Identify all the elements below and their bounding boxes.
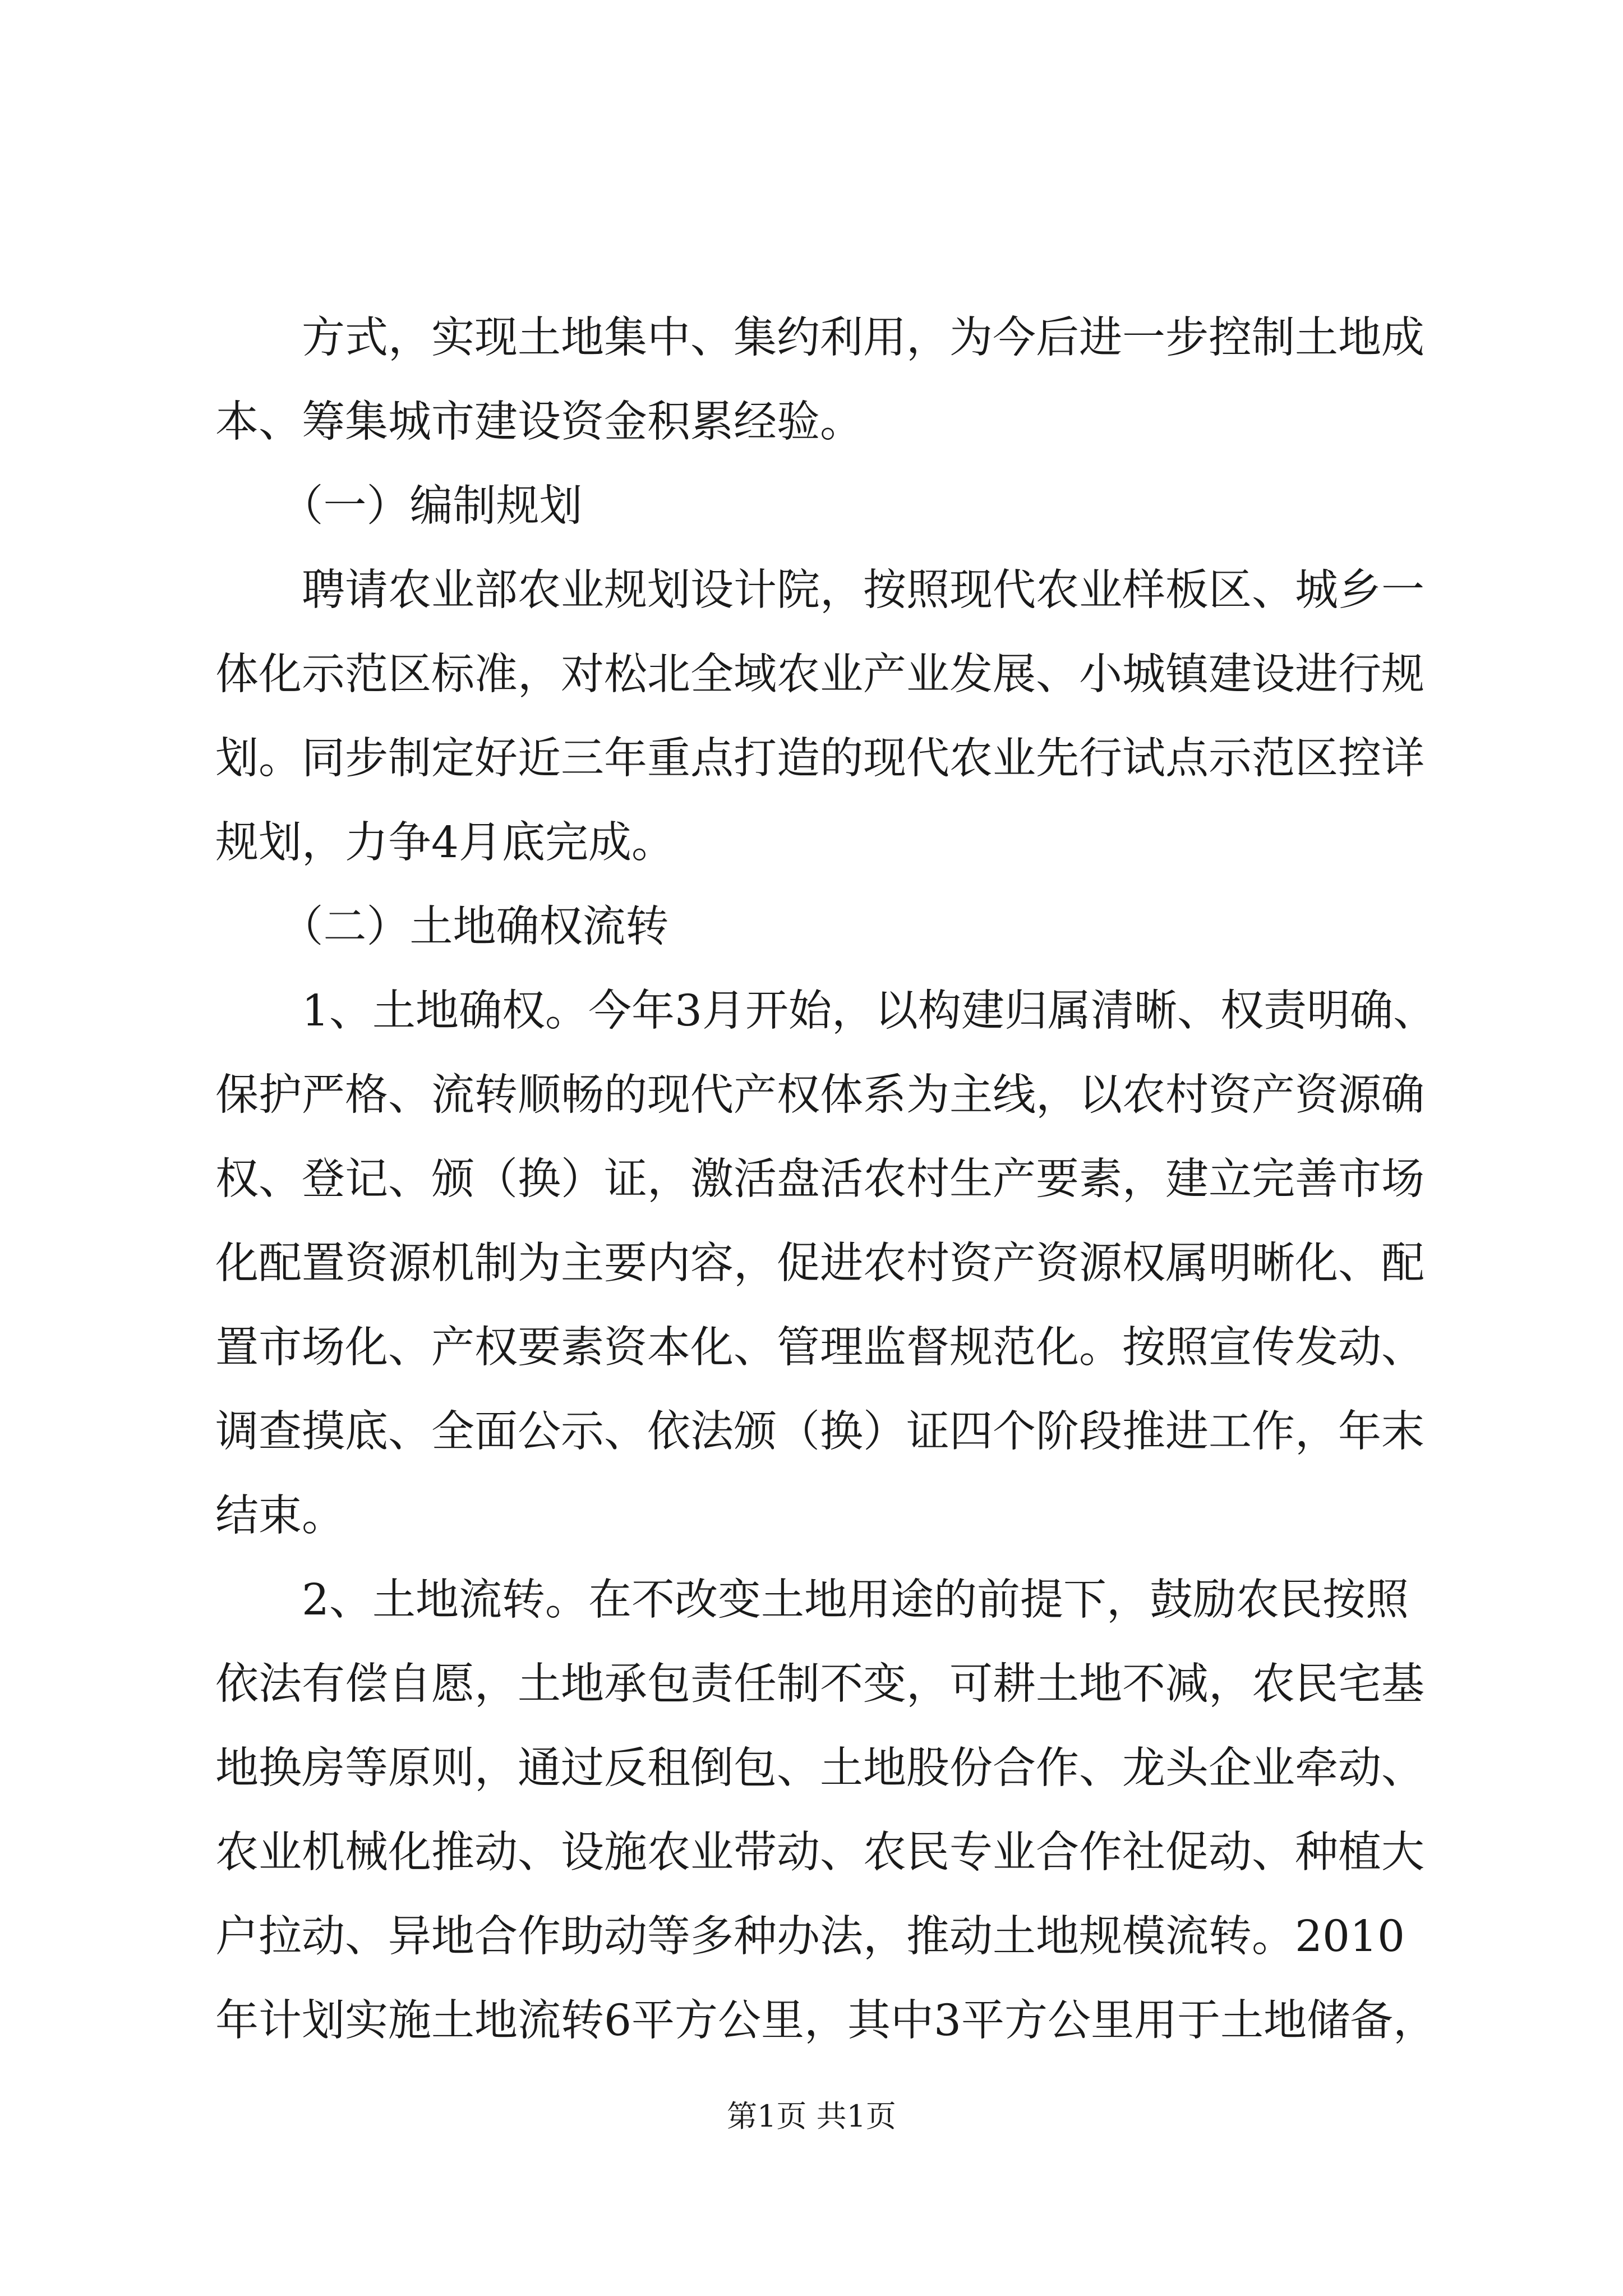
text-line: 方式，实现土地集中、集约利用，为今后进一步控制土地成 [215,313,1424,363]
text-line: 年计划实施土地流转6平方公里，其中3平方公里用于土地储备， [215,1996,1436,2046]
text-line: 体化示范区标准，对松北全域农业产业发展、小城镇建设进行规 [215,650,1424,700]
text-line: 规划，力争4月底完成。 [215,818,675,868]
text-line: 农业机械化推动、设施农业带动、农民专业合作社促动、种植大 [215,1828,1424,1878]
section-heading: （一）编制规划 [215,481,583,531]
page-number-footer: 第1页 共1页 [727,2099,896,2134]
text-line: 依法有偿自愿，土地承包责任制不变，可耕土地不减，农民宅基 [215,1659,1424,1709]
text-line: 2、土地流转。在不改变土地用途的前提下，鼓励农民按照 [215,1575,1409,1625]
section-heading: （二）土地确权流转 [215,902,669,952]
text-line: 权、登记、颁（换）证，激活盘活农村生产要素，建立完善市场 [215,1154,1424,1204]
text-line: 本、筹集城市建设资金积累经验。 [215,397,863,447]
text-line: 1、土地确权。今年3月开始，以构建归属清晰、权责明确、 [215,986,1436,1036]
text-line: 调查摸底、全面公示、依法颁（换）证四个阶段推进工作，年末 [215,1407,1424,1457]
text-line: 聘请农业部农业规划设计院，按照现代农业样板区、城乡一 [215,565,1424,615]
text-line: 地换房等原则，通过反租倒包、土地股份合作、龙头企业牵动、 [215,1743,1424,1793]
text-line: 置市场化、产权要素资本化、管理监督规范化。按照宣传发动、 [215,1323,1424,1373]
text-line: 化配置资源机制为主要内容，促进农村资产资源权属明晰化、配 [215,1239,1424,1289]
text-line: 保护严格、流转顺畅的现代产权体系为主线，以农村资产资源确 [215,1070,1424,1120]
text-line: 划。同步制定好近三年重点打造的现代农业先行试点示范区控详 [215,734,1424,784]
text-line: 结束。 [215,1491,345,1541]
text-line: 户拉动、异地合作助动等多种办法，推动土地规模流转。2010 [215,1912,1405,1962]
